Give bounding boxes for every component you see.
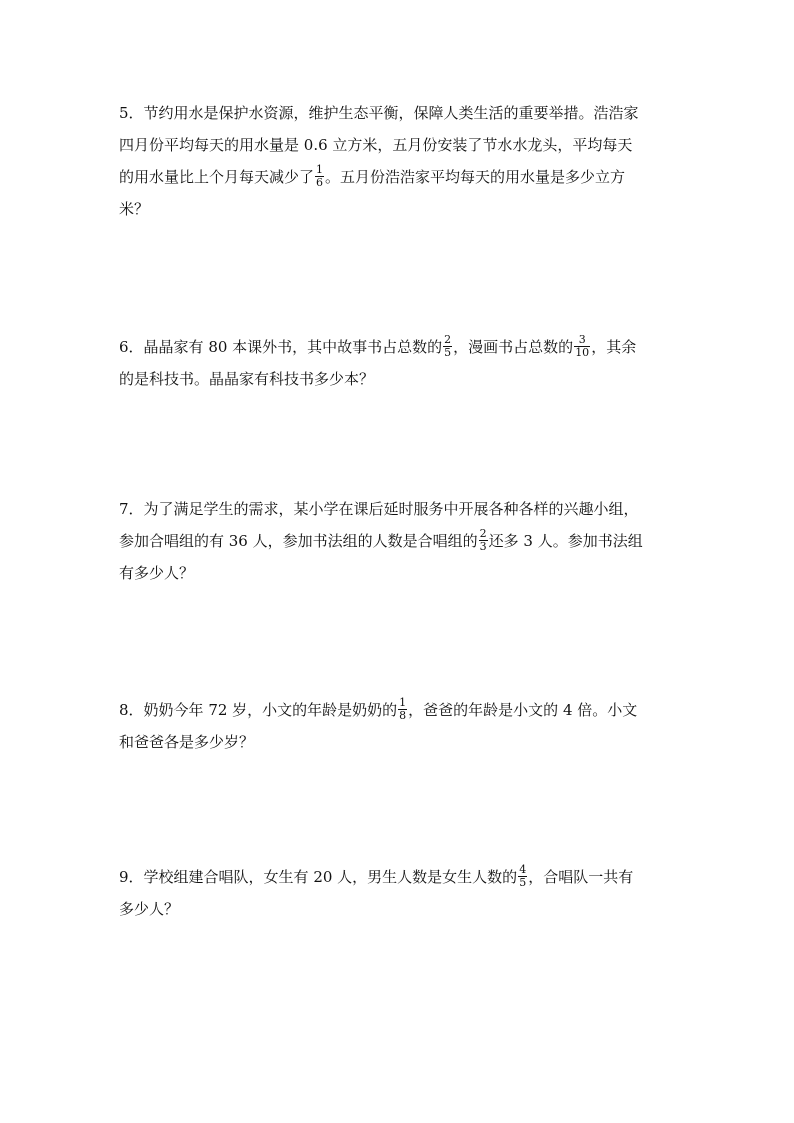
problem-5-line-4 xyxy=(119,193,679,225)
fraction-numerator: 1 xyxy=(316,162,324,176)
problem-8-line-1 xyxy=(119,694,679,726)
problem-8-line-2 xyxy=(119,726,679,758)
problem-text: ，合唱队一共有 xyxy=(528,868,634,886)
fraction-three-tenths xyxy=(574,334,590,359)
problem-number: 9． xyxy=(119,868,144,886)
problem-text: 奶奶今年 72 岁，小文的年龄是奶奶的 xyxy=(143,701,398,719)
problem-6-line-1 xyxy=(119,331,679,363)
fraction-numerator: 4 xyxy=(519,862,527,876)
problem-5-line-2 xyxy=(119,129,679,161)
fraction-two-fifths xyxy=(443,334,452,359)
problem-text: ，爸爸的年龄是小文的 4 倍。小文 xyxy=(408,701,638,719)
problem-text: 还多 3 人。参加书法组 xyxy=(488,532,643,550)
problem-7-line-2 xyxy=(119,525,679,557)
fraction-denominator: 8 xyxy=(399,708,407,722)
problem-text: 为了满足学生的需求，某小学在课后延时服务中开展各种各样的兴趣小组， xyxy=(143,500,639,518)
fraction-one-eighth xyxy=(398,697,407,722)
problem-text: 和爸爸各是多少岁？ xyxy=(119,733,255,751)
fraction-two-thirds xyxy=(479,528,488,553)
problem-7 xyxy=(119,493,679,589)
fraction-numerator: 3 xyxy=(578,332,586,346)
problem-6 xyxy=(119,331,679,395)
problem-9-line-2 xyxy=(119,893,679,925)
fraction-denominator: 3 xyxy=(479,539,487,553)
problem-8 xyxy=(119,694,679,758)
fraction-denominator: 5 xyxy=(444,345,452,359)
problem-7-line-1 xyxy=(119,493,679,525)
problem-6-line-2 xyxy=(119,363,679,395)
problem-text: 四月份平均每天的用水量是 0.6 立方米，五月份安装了节水水龙头，平均每天 xyxy=(119,136,633,154)
problem-text: 的用水量比上个月每天减少了 xyxy=(119,168,315,186)
problem-text: ，漫画书占总数的 xyxy=(453,338,574,356)
problem-5 xyxy=(119,97,679,225)
fraction-numerator: 2 xyxy=(444,332,452,346)
problem-9 xyxy=(119,861,679,925)
problem-number: 7． xyxy=(119,500,144,518)
fraction-numerator: 2 xyxy=(479,526,487,540)
problem-9-line-1 xyxy=(119,861,679,893)
fraction-one-sixth xyxy=(315,164,324,189)
fraction-four-fifths xyxy=(518,864,527,889)
problem-text: 学校组建合唱队，女生有 20 人，男生人数是女生人数的 xyxy=(143,868,518,886)
problem-text: 参加合唱组的有 36 人，参加书法组的人数是合唱组的 xyxy=(119,532,478,550)
problem-number: 8． xyxy=(119,701,144,719)
problem-text: ，其余 xyxy=(591,338,637,356)
problem-text: 有多少人？ xyxy=(119,564,195,582)
problem-number: 6． xyxy=(119,338,144,356)
fraction-denominator: 10 xyxy=(575,345,590,359)
fraction-numerator: 1 xyxy=(399,695,407,709)
fraction-denominator: 5 xyxy=(519,875,527,889)
problem-7-line-3 xyxy=(119,557,679,589)
problem-text: 节约用水是保护水资源，维护生态平衡，保障人类生活的重要举措。浩浩家 xyxy=(143,104,639,122)
problem-5-line-3 xyxy=(119,161,679,193)
problem-text: 的是科技书。晶晶家有科技书多少本？ xyxy=(119,370,375,388)
problem-5-line-1 xyxy=(119,97,679,129)
problem-text: 。五月份浩浩家平均每天的用水量是多少立方 xyxy=(325,168,626,186)
problem-text: 晶晶家有 80 本课外书，其中故事书占总数的 xyxy=(143,338,443,356)
problem-number: 5． xyxy=(119,104,144,122)
problem-text: 多少人？ xyxy=(119,900,180,918)
problem-text: 米？ xyxy=(119,200,150,218)
fraction-denominator: 6 xyxy=(316,175,324,189)
